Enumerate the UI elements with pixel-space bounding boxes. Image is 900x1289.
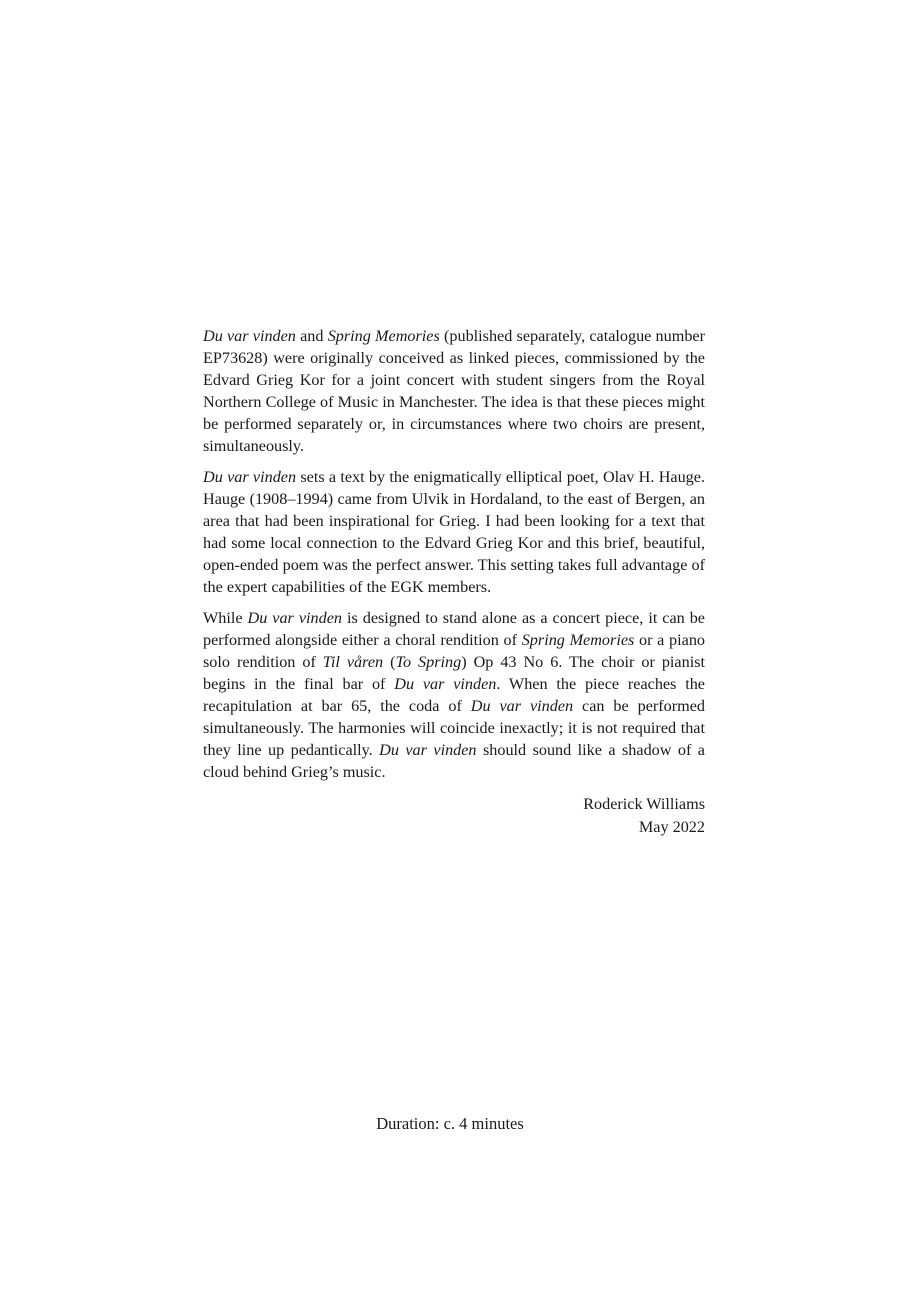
- italic-title: Du var vinden: [394, 675, 497, 693]
- signature: [203, 793, 705, 839]
- italic-title: To Spring: [395, 653, 462, 671]
- note-paragraph-2: Du var vinden sets a text by the enigmatically elliptical poet, Olav H. Hauge. Hauge (1908–1994) came from Ulvik in Hordaland, to the east of Bergen, an area that had been inspirational for Grieg. I had been looking for a text that had some local connection to the Edvard Grieg Kor and this brief, beautiful, open-ended poem was the perfect answer. This setting takes full advantage of the expert capabilities of the EGK members.: [203, 468, 705, 596]
- italic-title: Du var vinden: [470, 697, 574, 715]
- italic-title: Du var vinden: [247, 609, 342, 627]
- italic-title: Til våren: [322, 653, 384, 671]
- programme-notes: [203, 325, 705, 839]
- note-paragraph-1: Du var vinden and Spring Memories (published separately, catalogue number EP73628) were originally conceived as linked pieces, commissioned by the Edvard Grieg Kor for a joint concert with student singers from the Royal Northern College of Music in Manchester. The idea is that these pieces might be performed separately or, in circumstances where two choirs are present, simultaneously.: [203, 327, 705, 455]
- duration-note: Duration: c. 4 minutes: [376, 1114, 524, 1133]
- italic-title: Du var vinden: [379, 741, 477, 759]
- author-name: Roderick Williams: [583, 795, 705, 813]
- italic-title: Du var vinden: [203, 327, 296, 345]
- italic-title: Spring Memories: [327, 327, 440, 345]
- italic-title: Du var vinden: [203, 468, 297, 486]
- italic-title: Spring Memories: [521, 631, 635, 649]
- note-paragraph-3: While Du var vinden is designed to stand alone as a concert piece, it can be performed alongside either a choral rendition of Spring Memories or a piano solo rendition of Til våren (To Spring) Op 43 No 6. The choir or pianist begins in the final bar of Du var vinden. When the piece reaches the recapitulation at bar 65, the coda of Du var vinden can be performed simultaneously. The harmonies will coincide inexactly; it is not required that they line up pedantically. Du var vinden should sound like a shadow of a cloud behind Grieg’s music.: [203, 609, 706, 781]
- signature-date: May 2022: [638, 818, 705, 836]
